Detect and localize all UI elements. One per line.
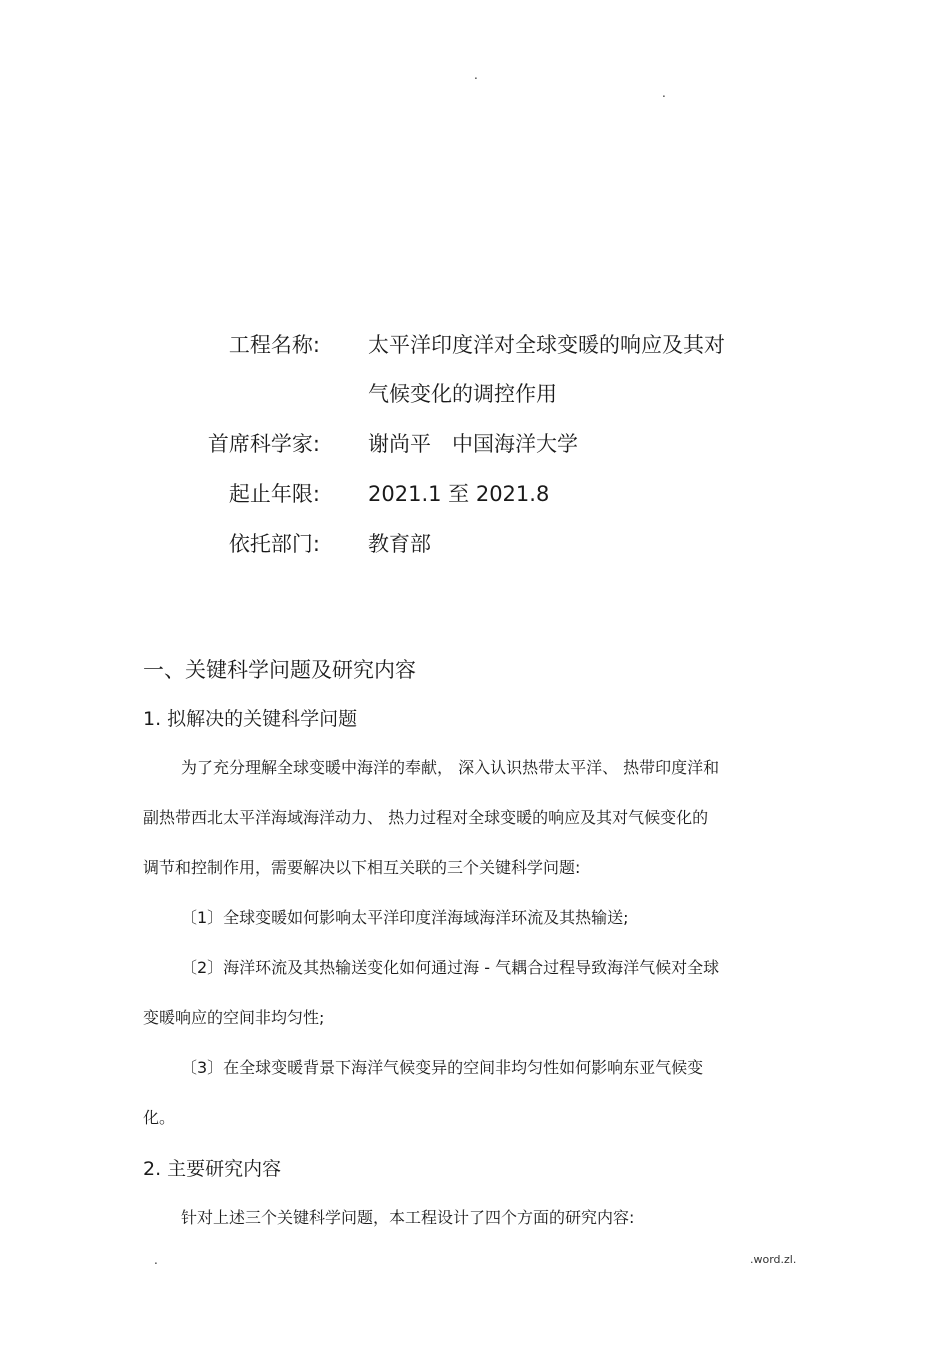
project-name-label: 工程名称:	[228, 333, 320, 357]
chief-scientist-label: 首席科学家:	[207, 432, 320, 456]
period-value: 2021.1 至 2021.8	[368, 482, 550, 506]
chief-scientist-value: 谢尚平 中国海洋大学	[368, 432, 578, 456]
subsection-1-para-line2: 副热带西北太平洋海域海洋动力、 热力过程对全球变暖的响应及其对气候变化的	[143, 808, 709, 827]
question-item-1: 〔1〕全球变暖如何影响太平洋印度洋海域海洋环流及其热输送;	[181, 908, 629, 927]
subsection-1-para-line1: 为了充分理解全球变暖中海洋的奉献， 深入认识热带太平洋、 热带印度洋和	[181, 758, 720, 777]
subsection-2-heading: 2. 主要研究内容	[143, 1158, 282, 1180]
period-label: 起止年限:	[228, 482, 320, 506]
question-item-3-line2: 化。	[143, 1108, 176, 1127]
project-name-value-line1: 太平洋印度洋对全球变暖的响应及其对	[368, 333, 725, 357]
section-1-heading: 一、关键科学问题及研究内容	[143, 658, 416, 682]
footer-dot: .	[154, 1253, 158, 1267]
project-name-value-line2: 气候变化的调控作用	[368, 382, 557, 406]
question-item-2-line2: 变暖响应的空间非均匀性;	[143, 1008, 325, 1027]
footer-text: .word.zl.	[750, 1253, 797, 1266]
department-value: 教育部	[368, 532, 431, 556]
question-item-3-line1: 〔3〕在全球变暖背景下海洋气候变异的空间非均匀性如何影响东亚气候变	[181, 1058, 704, 1077]
department-label: 依托部门:	[228, 532, 320, 556]
header-dot-right: .	[662, 86, 666, 100]
subsection-1-para-line3: 调节和控制作用，需要解决以下相互关联的三个关键科学问题:	[143, 858, 581, 877]
subsection-2-para-line1: 针对上述三个关键科学问题，本工程设计了四个方面的研究内容:	[181, 1208, 635, 1227]
question-item-2-line1: 〔2〕海洋环流及其热输送变化如何通过海 - 气耦合过程导致海洋气候对全球	[181, 958, 720, 977]
subsection-1-heading: 1. 拟解决的关键科学问题	[143, 708, 358, 730]
header-dot-left: .	[474, 68, 478, 82]
